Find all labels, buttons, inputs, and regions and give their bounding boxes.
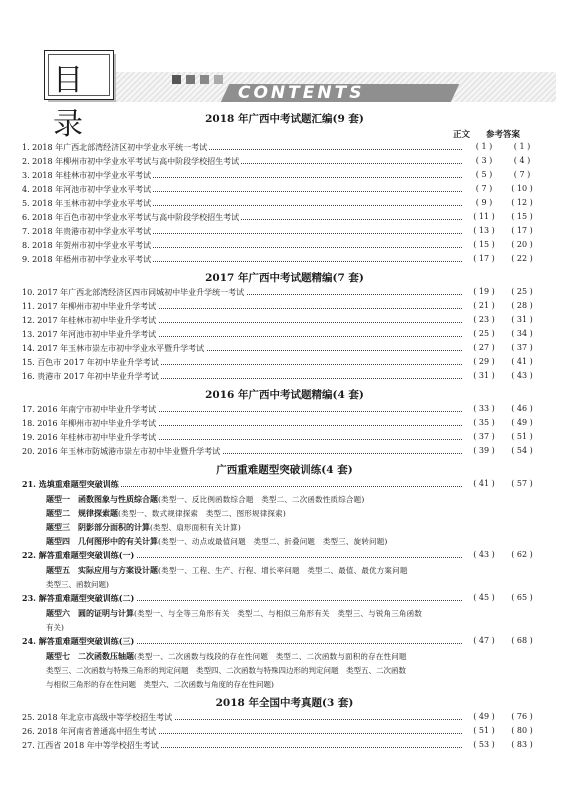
- toc-title: 17. 2016 年南宁市初中毕业升学考试: [22, 405, 157, 414]
- answer-page: ( 31 ): [511, 315, 533, 324]
- toc-row[interactable]: [22, 357, 540, 369]
- decor-square: [172, 75, 181, 84]
- subtopic-detail: (类型一、工程、生产、行程、增长率问题 类型二、最值、最优方案问题: [158, 566, 408, 575]
- page-number: ( 29 ): [466, 357, 502, 366]
- toc-row[interactable]: [22, 170, 540, 182]
- toc-title: 21. 选填重难题型突破训练: [22, 479, 119, 489]
- toc-row[interactable]: [22, 254, 540, 266]
- page-number: ( 25 ): [466, 329, 502, 338]
- toc-title: 23. 解答重难题型突破训练(二): [22, 593, 135, 603]
- decor-square: [200, 75, 209, 84]
- answer-page: ( 57 ): [511, 479, 533, 488]
- page-number: ( 9 ): [466, 198, 502, 207]
- answer-page: ( 46 ): [511, 404, 533, 413]
- answer-page: ( 15 ): [511, 212, 533, 221]
- subtopic-detail: (类型、扇形面积有关计算): [150, 523, 241, 532]
- toc-row[interactable]: [22, 142, 540, 154]
- subtopic: [46, 536, 546, 547]
- subtopic-continuation: 与相似三角形的存在性问题 类型六、二次函数与角度的存在性问题): [46, 680, 274, 689]
- subtopic-heading: 题型二 规律探索题: [46, 509, 118, 518]
- toc-title: 3. 2018 年桂林市初中学业水平考试: [22, 171, 152, 180]
- toc-title: 20. 2016 年玉林市防城港市崇左市初中毕业暨升学考试: [22, 447, 221, 456]
- answer-page: ( 4 ): [513, 156, 531, 165]
- subtopic-heading: 题型四 几何图形中的有关计算: [46, 537, 158, 546]
- toc-title: 8. 2018 年贺州市初中学业水平考试: [22, 241, 152, 250]
- answer-page: ( 37 ): [511, 343, 533, 352]
- page-number: ( 45 ): [466, 593, 502, 602]
- page-number: ( 23 ): [466, 315, 502, 324]
- page-number: ( 11 ): [466, 212, 502, 221]
- toc-title: 14. 2017 年玉林市崇左市初中学业水平暨升学考试: [22, 344, 205, 353]
- decor-square: [214, 75, 223, 84]
- page-number: ( 43 ): [466, 550, 502, 559]
- toc-row[interactable]: [22, 287, 540, 299]
- page-number: ( 17 ): [466, 254, 502, 263]
- answer-page: ( 76 ): [511, 712, 533, 721]
- toc-title: 5. 2018 年玉林市初中学业水平考试: [22, 199, 152, 208]
- page-title: 目录: [53, 63, 84, 142]
- answer-page: ( 10 ): [511, 184, 533, 193]
- title-box: [44, 50, 114, 142]
- section-title: 广西重难题型突破训练(4 套): [216, 464, 353, 476]
- contents-banner: CONTENTS: [238, 83, 365, 103]
- answer-page: ( 25 ): [511, 287, 533, 296]
- answer-page: ( 7 ): [513, 170, 531, 179]
- column-main: 正文: [453, 130, 471, 140]
- toc-row[interactable]: [22, 240, 540, 252]
- toc-title: 25. 2018 年北京市高级中等学校招生考试: [22, 713, 173, 722]
- page-number: ( 37 ): [466, 432, 502, 441]
- decor-square: [186, 75, 195, 84]
- page-number: ( 35 ): [466, 418, 502, 427]
- page-number: ( 53 ): [466, 740, 502, 749]
- subtopic-continuation: 类型三、函数问题): [46, 580, 109, 589]
- toc-row[interactable]: [22, 343, 540, 355]
- toc-row[interactable]: [22, 432, 540, 444]
- answer-page: ( 51 ): [511, 432, 533, 441]
- toc-title: 9. 2018 年梧州市初中学业水平考试: [22, 255, 152, 264]
- page-number: ( 13 ): [466, 226, 502, 235]
- page-number: ( 19 ): [466, 287, 502, 296]
- toc-title: 16. 贵港市 2017 年初中毕业升学考试: [22, 372, 159, 381]
- toc-row[interactable]: [22, 446, 540, 458]
- subtopic-detail: (类型一、动点或最值问题 类型二、折叠问题 类型三、旋转问题): [158, 537, 388, 546]
- section-title: 2016 年广西中考试题精编(4 套): [205, 389, 364, 401]
- toc-row[interactable]: [22, 726, 540, 738]
- toc-title: 27. 江西省 2018 年中等学校招生考试: [22, 741, 159, 750]
- toc-title: 13. 2017 年河池市初中毕业升学考试: [22, 330, 157, 339]
- answer-page: ( 49 ): [511, 418, 533, 427]
- toc-row[interactable]: [22, 184, 540, 196]
- subtopic-detail: (类型一、与全等三角形有关 类型二、与相似三角形有关 类型三、与锐角三角函数: [134, 609, 423, 618]
- toc-row[interactable]: [22, 212, 540, 224]
- toc-title: 11. 2017 年柳州市初中毕业升学考试: [22, 302, 157, 311]
- subtopic-heading: 题型三 阴影部分面积的计算: [46, 523, 150, 532]
- toc-row[interactable]: [22, 712, 540, 724]
- page-number: ( 51 ): [466, 726, 502, 735]
- page-number: ( 5 ): [466, 170, 502, 179]
- page-number: ( 3 ): [466, 156, 502, 165]
- page-number: ( 1 ): [466, 142, 502, 151]
- toc-title: 12. 2017 年桂林市初中毕业升学考试: [22, 316, 157, 325]
- subtopic: [46, 608, 546, 619]
- toc-title: 24. 解答重难题型突破训练(三): [22, 636, 135, 646]
- answer-page: ( 41 ): [511, 357, 533, 366]
- answer-page: ( 12 ): [511, 198, 533, 207]
- subtopic: [46, 494, 546, 505]
- answer-page: ( 68 ): [511, 636, 533, 645]
- toc-title: 4. 2018 年河池市初中学业水平考试: [22, 185, 152, 194]
- answer-page: ( 20 ): [511, 240, 533, 249]
- answer-page: ( 62 ): [511, 550, 533, 559]
- toc-row[interactable]: [22, 550, 540, 562]
- toc-title: 7. 2018 年贵港市初中学业水平考试: [22, 227, 152, 236]
- page-number: ( 27 ): [466, 343, 502, 352]
- subtopic: [46, 508, 546, 519]
- page-number: ( 7 ): [466, 184, 502, 193]
- subtopic-heading: 题型五 实际应用与方案设计题: [46, 566, 158, 575]
- subtopic-detail: (类型一、反比例函数综合题 类型二、二次函数性质综合题): [158, 495, 365, 504]
- subtopic-heading: 题型一 函数图象与性质综合题: [46, 495, 158, 504]
- page-number: ( 41 ): [466, 479, 502, 488]
- page-number: ( 47 ): [466, 636, 502, 645]
- subtopic: [46, 651, 546, 662]
- toc-title: 15. 百色市 2017 年初中毕业升学考试: [22, 358, 159, 367]
- answer-page: ( 22 ): [511, 254, 533, 263]
- column-answer: 参考答案: [486, 130, 521, 140]
- subtopic-detail: (类型一、数式规律探索 类型二、图形规律探索): [118, 509, 286, 518]
- answer-page: ( 54 ): [511, 446, 533, 455]
- page-number: ( 39 ): [466, 446, 502, 455]
- toc-title: 22. 解答重难题型突破训练(一): [22, 550, 135, 560]
- toc-row[interactable]: [22, 404, 540, 416]
- subtopic-continuation: 有关): [46, 623, 64, 632]
- answer-page: ( 34 ): [511, 329, 533, 338]
- toc-row[interactable]: [22, 636, 540, 648]
- page-number: ( 49 ): [466, 712, 502, 721]
- toc-row[interactable]: [22, 479, 540, 491]
- toc-title: 18. 2016 年柳州市初中毕业升学考试: [22, 419, 157, 428]
- toc-row[interactable]: [22, 740, 540, 752]
- answer-page: ( 65 ): [511, 593, 533, 602]
- answer-page: ( 83 ): [511, 740, 533, 749]
- answer-page: ( 1 ): [513, 142, 531, 151]
- answer-page: ( 17 ): [511, 226, 533, 235]
- subtopic: [46, 522, 546, 533]
- answer-page: ( 80 ): [511, 726, 533, 735]
- answer-page: ( 43 ): [511, 371, 533, 380]
- page-number: ( 15 ): [466, 240, 502, 249]
- toc-title: 26. 2018 年河南省普通高中招生考试: [22, 727, 157, 736]
- toc-row[interactable]: [22, 418, 540, 430]
- toc-title: 6. 2018 年百色市初中学业水平考试与高中阶段学校招生考试: [22, 213, 240, 222]
- toc-row[interactable]: [22, 198, 540, 210]
- page-number: ( 31 ): [466, 371, 502, 380]
- subtopic: [46, 565, 546, 576]
- subtopic-continuation: 类型三、二次函数与特殊三角形的判定问题 类型四、二次函数与特殊四边形的判定问题 类型五、二次函数: [46, 666, 406, 675]
- section-title: 2017 年广西中考试题精编(7 套): [205, 272, 364, 284]
- toc-title: 1. 2018 年广西北部湾经济区初中学业水平统一考试: [22, 143, 208, 152]
- toc-row[interactable]: [22, 226, 540, 238]
- toc-row[interactable]: [22, 156, 540, 168]
- page-number: ( 21 ): [466, 301, 502, 310]
- section-title: 2018 年全国中考真题(3 套): [215, 697, 354, 709]
- toc-title: 19. 2016 年桂林市初中毕业升学考试: [22, 433, 157, 442]
- section-title: 2018 年广西中考试题汇编(9 套): [205, 113, 364, 125]
- toc-title: 2. 2018 年柳州市初中学业水平考试与高中阶段学校招生考试: [22, 157, 240, 166]
- toc-row[interactable]: [22, 301, 540, 313]
- toc-row[interactable]: [22, 593, 540, 605]
- toc-row[interactable]: [22, 315, 540, 327]
- toc-row[interactable]: [22, 329, 540, 341]
- page-number: ( 33 ): [466, 404, 502, 413]
- toc-row[interactable]: [22, 371, 540, 383]
- answer-page: ( 28 ): [511, 301, 533, 310]
- subtopic-heading: 题型六 圆的证明与计算: [46, 609, 134, 618]
- toc-title: 10. 2017 年广西北部湾经济区四市同城初中毕业升学统一考试: [22, 288, 245, 297]
- subtopic-heading: 题型七 二次函数压轴题: [46, 652, 134, 661]
- subtopic-detail: (类型一、二次函数与线段的存在性问题 类型二、二次函数与面积的存在性问题: [134, 652, 407, 661]
